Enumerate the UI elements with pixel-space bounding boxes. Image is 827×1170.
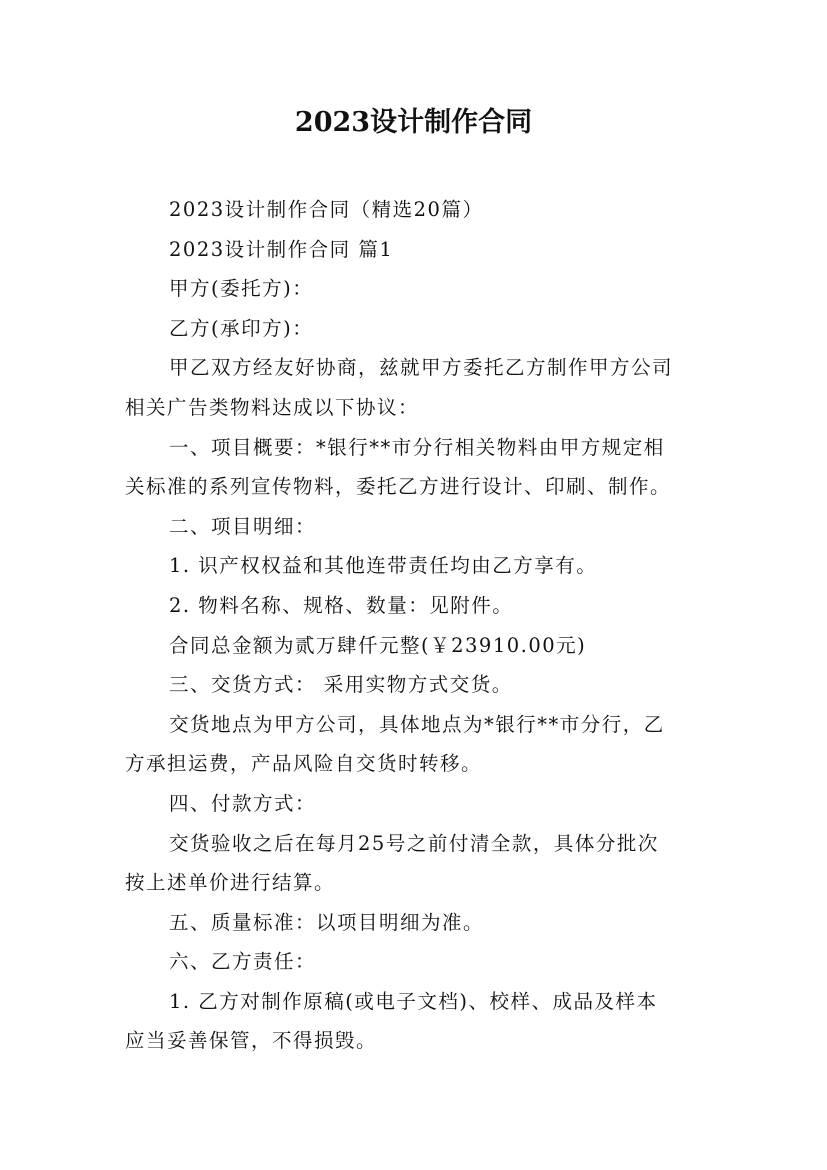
paragraph-line: 相关广告类物料达成以下协议： [125, 395, 420, 419]
paragraph-line: 1. 识产权权益和其他连带责任均由乙方享有。 [169, 554, 598, 578]
paragraph-line: 甲乙双方经友好协商，兹就甲方委托乙方制作甲方公司 [169, 356, 674, 380]
paragraph-line: 合同总金额为贰万肆仟元整(￥23910.00元) [169, 633, 587, 657]
paragraph-line: 甲方(委托方)： [169, 277, 314, 301]
paragraph-line: 方承担运费，产品风险自交货时转移。 [125, 752, 483, 776]
paragraph-line: 一、项目概要：*银行**市分行相关物料由甲方规定相 [169, 435, 665, 459]
paragraph-line: 2023设计制作合同 篇1 [169, 237, 394, 261]
paragraph-line: 五、质量标准：以项目明细为准。 [169, 910, 485, 934]
paragraph-line: 按上述单价进行结算。 [125, 871, 336, 895]
paragraph-line: 交货地点为甲方公司，具体地点为*银行**市分行，乙 [169, 712, 665, 736]
paragraph-line: 1. 乙方对制作原稿(或电子文档)、校样、成品及样本 [169, 989, 658, 1013]
document-body [125, 190, 717, 1061]
paragraph-line: 乙方(承印方)： [169, 316, 314, 340]
document-title: 2023设计制作合同 [294, 107, 533, 138]
paragraph-line: 关标准的系列宣传物料，委托乙方进行设计、印刷、制作。 [125, 475, 672, 499]
paragraph-line: 2023设计制作合同（精选20篇） [169, 198, 484, 221]
paragraph-line: 四、付款方式： [169, 791, 317, 815]
paragraph-line: 二、项目明细： [169, 514, 317, 538]
paragraph-line: 三、交货方式： 采用实物方式交货。 [169, 673, 513, 697]
paragraph-line: 2. 物料名称、规格、数量：见附件。 [169, 593, 514, 617]
paragraph-line: 应当妥善保管，不得损毁。 [125, 1029, 378, 1053]
paragraph-line: 六、乙方责任： [169, 950, 317, 974]
paragraph-line: 交货验收之后在每月25号之前付清全款，具体分批次 [169, 831, 659, 855]
